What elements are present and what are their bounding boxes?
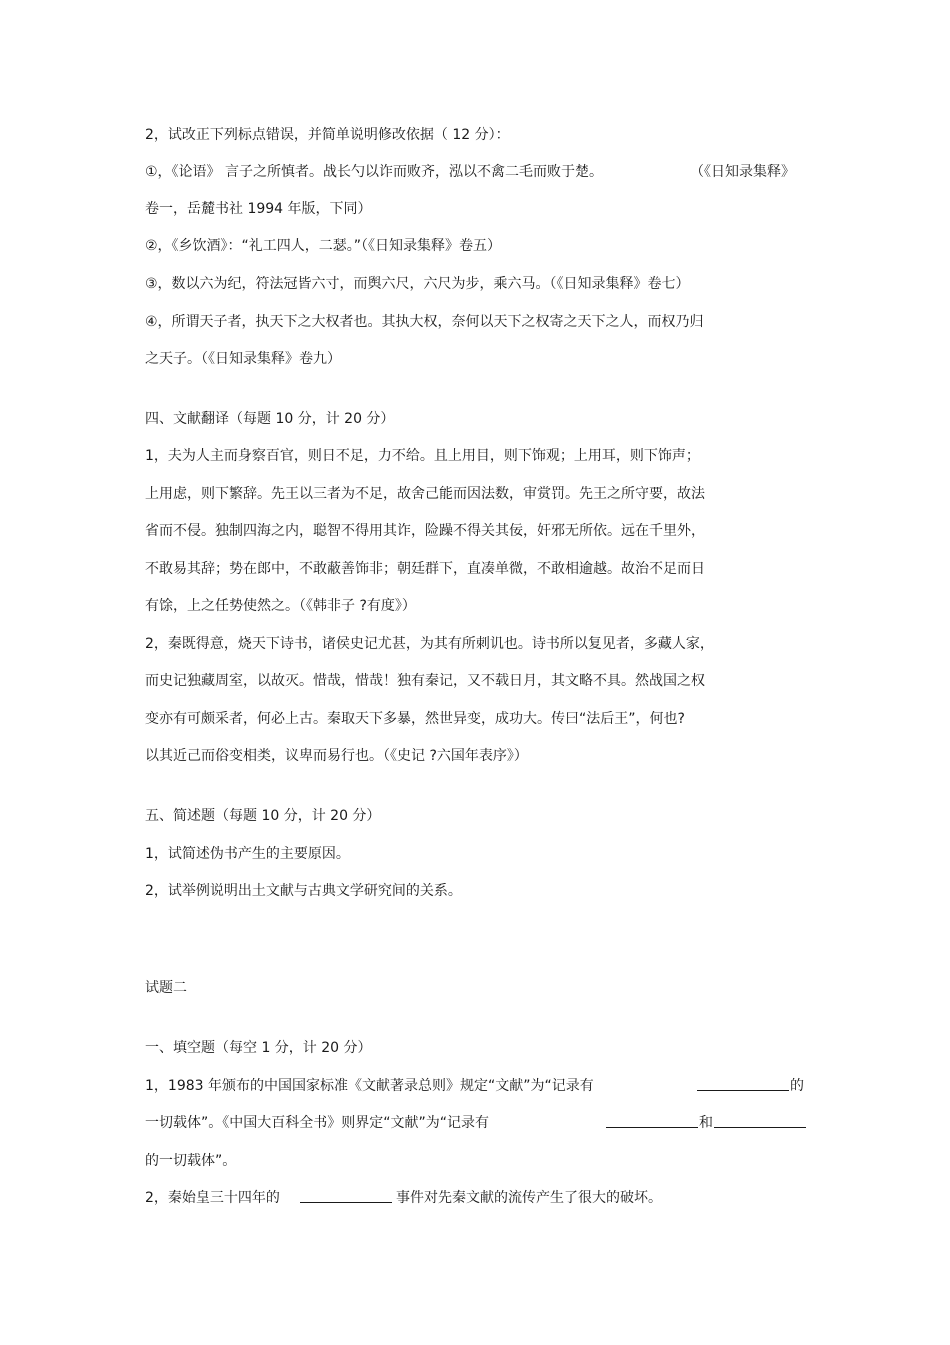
exam2-section1-heading: 一、填空题（每空 1 分，计 20 分） [145, 1040, 372, 1056]
e2-q1-blank1[interactable] [697, 1076, 789, 1097]
e2-q1-line3: 的一切载体”。 [145, 1153, 237, 1169]
exam2-title: 试题二 [145, 980, 187, 996]
q2-item1-line1: ①，《论语》 言子之所慎者。战长勺以诈而败齐，泓以不禽二毛而败于楚。 [145, 164, 603, 180]
q2-item3: ③，数以六为纪，符法冠皆六寸，而舆六尺，六尺为步，乘六马。（《日知录集释》卷七） [145, 276, 690, 292]
q2-item1-source: （《日知录集释》 [690, 164, 795, 180]
e2-q2-prefix: 2，秦始皇三十四年的 [145, 1190, 280, 1206]
e2-q1-line2-and: 和 [699, 1115, 713, 1131]
q2-item1-line2: 卷一，岳麓书社 1994 年版，下同） [145, 201, 372, 217]
s4-q2-line: 变亦有可颇采者，何必上古。秦取天下多暴，然世异变，成功大。传曰“法后王”，何也? [145, 711, 685, 727]
q2-item2: ②，《乡饮酒》：“礼工四人，二瑟。”（《日知录集释》卷五） [145, 238, 502, 254]
q2-item4-line2: 之天子。（《日知录集释》卷九） [145, 351, 341, 367]
s4-q1-line: 1，夫为人主而身察百官，则日不足，力不给。且上用目，则下饰观；上用耳，则下饰声； [145, 448, 700, 464]
e2-q1-line1-suffix: 的 [790, 1078, 804, 1094]
e2-q1-line1 [145, 1076, 594, 1096]
s4-q1-line: 不敢易其辞；势在郎中，不敢蔽善饰非；朝廷群下，直凑单微，不敢相逾越。故治不足而日 [145, 561, 705, 577]
e2-q1-line1-text: 1，1983 年颁布的中国国家标准《文献著录总则》规定“文献”为“记录有 [145, 1078, 594, 1094]
e2-q1-blank3[interactable] [714, 1113, 806, 1134]
s4-q2-line: 2，秦既得意，烧天下诗书，诸侯史记尤甚，为其有所刺讥也。诗书所以复见者，多藏人家， [145, 636, 714, 652]
q2-punct-title: 2，试改正下列标点错误，并简单说明修改依据（ 12 分）： [145, 127, 510, 143]
s4-q1-line: 有馀，上之任势使然之。（《韩非子 ?有度》） [145, 598, 416, 614]
s5-q1: 1，试简述伪书产生的主要原因。 [145, 846, 350, 862]
s5-q2: 2，试举例说明出土文献与古典文学研究间的关系。 [145, 883, 462, 899]
q2-item4-line1: ④，所谓天子者，执天下之大权者也。其执大权，奈何以天下之权寄之天下之人，而权乃归 [145, 314, 704, 330]
s4-q1-line: 省而不侵。独制四海之内，聪智不得用其诈，险躁不得关其佞，奸邪无所依。远在千里外， [145, 523, 705, 539]
s4-q1-line: 上用虑，则下繁辞。先王以三者为不足，故舍己能而因法数，审赏罚。先王之所守要，故法 [145, 486, 705, 502]
e2-q1-line2: 一切载体”。《中国大百科全书》则界定“文献”为“记录有 [145, 1115, 490, 1131]
e2-q1-blank2[interactable] [606, 1113, 698, 1134]
e2-q2-blank[interactable] [300, 1188, 392, 1209]
s4-q2-line: 而史记独藏周室，以故灭。惜哉，惜哉！独有秦记，又不载日月，其文略不具。然战国之权 [145, 673, 705, 689]
e2-q2-suffix: 事件对先秦文献的流传产生了很大的破坏。 [396, 1190, 662, 1206]
section4-heading: 四、文献翻译（每题 10 分，计 20 分） [145, 411, 395, 427]
s4-q2-line: 以其近己而俗变相类，议卑而易行也。（《史记 ?六国年表序》） [145, 748, 528, 764]
section5-heading: 五、简述题（每题 10 分，计 20 分） [145, 808, 381, 824]
